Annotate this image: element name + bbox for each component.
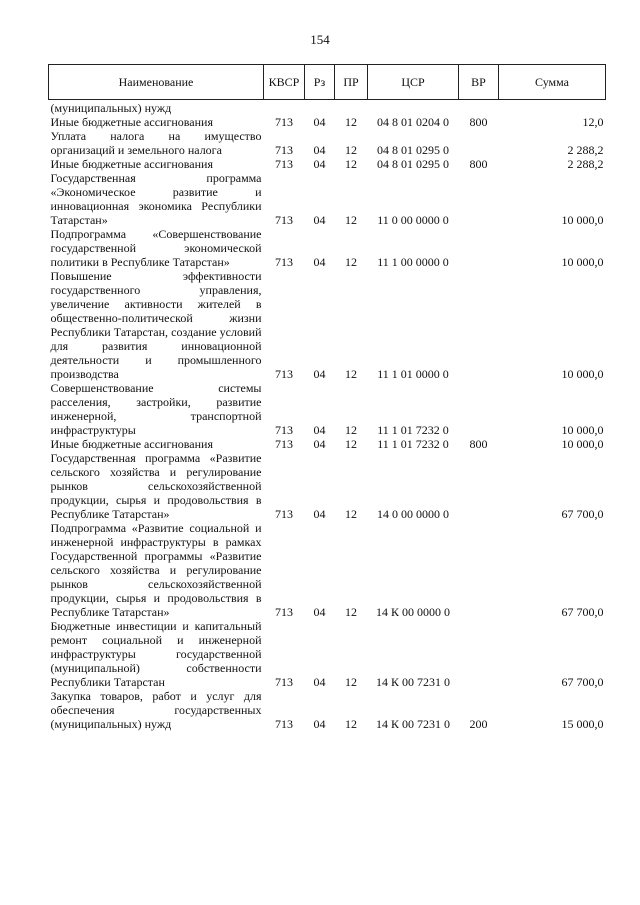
row-pr: 12 <box>345 115 357 129</box>
row-sum: 67 700,0 <box>561 675 604 689</box>
row-pr: 12 <box>345 605 357 619</box>
table-row <box>49 381 606 437</box>
row-kvsr: 713 <box>275 157 293 171</box>
row-pr: 12 <box>345 507 357 521</box>
row-vr: 800 <box>469 437 488 451</box>
row-kvsr: 713 <box>275 143 293 157</box>
header-pr: ПР <box>335 65 368 100</box>
row-pr: 12 <box>345 213 357 227</box>
row-name: Иные бюджетные ассигнования <box>50 115 213 129</box>
row-name: Повышение эффективности государственного управления, увеличение активности жителей в общественно-политической жизни Республики Татарстан, создание условий для развития инновационной деятельности и промышленного производства <box>50 269 262 381</box>
row-sum <box>499 100 606 116</box>
row-kvsr: 713 <box>275 437 293 451</box>
row-rz: 04 <box>313 507 326 521</box>
table-row <box>49 157 606 171</box>
row-csr: 04 8 01 0204 0 <box>377 115 449 129</box>
row-rz: 04 <box>313 605 326 619</box>
row-pr <box>335 100 368 116</box>
row-kvsr: 713 <box>275 367 293 381</box>
table-row <box>49 521 606 619</box>
row-csr: 11 0 00 0000 0 <box>377 213 449 227</box>
row-vr <box>459 129 499 157</box>
table-row <box>49 100 606 116</box>
row-vr <box>459 227 499 269</box>
table-header-row <box>49 65 606 100</box>
row-csr: 11 1 01 7232 0 <box>377 437 449 451</box>
row-csr: 14 К 00 0000 0 <box>375 605 450 619</box>
row-name: Совершенствование системы расселения, застройки, развитие инженерной, транспортной инфраструктуры <box>50 381 262 437</box>
row-rz: 04 <box>313 367 326 381</box>
row-name: Уплата налога на имущество организаций и земельного налога <box>50 129 262 157</box>
row-vr: 200 <box>469 717 488 731</box>
row-csr: 14 К 00 7231 0 <box>375 717 450 731</box>
row-sum: 12,0 <box>582 115 604 129</box>
row-pr: 12 <box>345 717 357 731</box>
row-sum: 10 000,0 <box>561 255 604 269</box>
table-row <box>49 115 606 129</box>
row-rz: 04 <box>313 717 326 731</box>
row-name: Иные бюджетные ассигнования <box>50 157 213 171</box>
row-name: Государственная программа «Развитие сельского хозяйства и регулирование рынков сельскохозяйственной продукции, сырья и продовольствия в Республике Татарстан» <box>50 451 262 521</box>
row-csr: 11 1 00 0000 0 <box>377 255 449 269</box>
table-row <box>49 129 606 157</box>
row-vr <box>459 269 499 381</box>
row-name: Подпрограмма «Совершенствование государственной экономической политики в Республике Татарстан» <box>50 227 262 269</box>
row-csr: 11 1 01 7232 0 <box>377 423 449 437</box>
row-pr: 12 <box>345 675 357 689</box>
row-pr: 12 <box>345 255 357 269</box>
row-rz: 04 <box>313 115 326 129</box>
row-rz: 04 <box>313 157 326 171</box>
row-csr <box>368 100 459 116</box>
row-pr: 12 <box>345 437 357 451</box>
header-sum: Сумма <box>499 65 606 100</box>
row-kvsr: 713 <box>275 675 293 689</box>
row-kvsr: 713 <box>275 255 293 269</box>
row-rz: 04 <box>313 143 326 157</box>
table-row <box>49 619 606 689</box>
row-csr: 04 8 01 0295 0 <box>377 157 449 171</box>
table-row <box>49 227 606 269</box>
row-rz: 04 <box>313 255 326 269</box>
table-row <box>49 269 606 381</box>
header-csr: ЦСР <box>368 65 459 100</box>
table-row <box>49 171 606 227</box>
page-number: 154 <box>310 32 330 47</box>
row-pr: 12 <box>345 367 357 381</box>
row-pr: 12 <box>345 423 357 437</box>
row-csr: 14 0 00 0000 0 <box>377 507 449 521</box>
row-sum: 2 288,2 <box>567 157 604 171</box>
row-csr: 11 1 01 0000 0 <box>377 367 449 381</box>
header-vr: ВР <box>459 65 499 100</box>
row-name: Государственная программа «Экономическое развитие и инновационная экономика Республики Татарстан» <box>50 171 262 227</box>
row-rz: 04 <box>313 437 326 451</box>
row-vr: 800 <box>469 157 488 171</box>
row-name: Иные бюджетные ассигнования <box>50 437 213 451</box>
row-name: Бюджетные инвестиции и капитальный ремонт социальной и инженерной инфраструктуры государственной (муниципальной) собственности Республики Татарстан <box>50 619 262 689</box>
row-vr <box>459 619 499 689</box>
row-kvsr <box>264 100 305 116</box>
row-name: Закупка товаров, работ и услуг для обеспечения государственных (муниципальных) нужд <box>50 689 262 731</box>
row-sum: 10 000,0 <box>561 367 604 381</box>
budget-table <box>48 64 606 731</box>
row-kvsr: 713 <box>275 507 293 521</box>
row-sum: 10 000,0 <box>561 213 604 227</box>
row-name: (муниципальных) нужд <box>50 101 172 115</box>
header-kvsr: КВСР <box>264 65 305 100</box>
row-kvsr: 713 <box>275 423 293 437</box>
row-rz: 04 <box>313 675 326 689</box>
row-sum: 2 288,2 <box>567 143 604 157</box>
row-sum: 67 700,0 <box>561 605 604 619</box>
table-row <box>49 437 606 451</box>
row-rz <box>305 100 335 116</box>
row-vr <box>459 521 499 619</box>
row-vr: 800 <box>469 115 488 129</box>
row-name: Подпрограмма «Развитие социальной и инженерной инфраструктуры в рамках Государственной программы «Развитие сельского хозяйства и регулирование рынков сельскохозяйственной продукции, сырья и продовольствия в Республике Татарстан» <box>50 521 262 619</box>
row-kvsr: 713 <box>275 115 293 129</box>
table-row <box>49 451 606 521</box>
row-sum: 15 000,0 <box>561 717 604 731</box>
row-kvsr: 713 <box>275 605 293 619</box>
row-csr: 04 8 01 0295 0 <box>377 143 449 157</box>
row-rz: 04 <box>313 213 326 227</box>
row-kvsr: 713 <box>275 717 293 731</box>
header-name: Наименование <box>49 65 264 100</box>
row-pr: 12 <box>345 157 357 171</box>
row-vr <box>459 171 499 227</box>
table-row <box>49 689 606 731</box>
row-pr: 12 <box>345 143 357 157</box>
row-vr <box>459 100 499 116</box>
row-sum: 10 000,0 <box>561 423 604 437</box>
row-csr: 14 К 00 7231 0 <box>375 675 450 689</box>
header-rz: Рз <box>305 65 335 100</box>
row-kvsr: 713 <box>275 213 293 227</box>
row-sum: 67 700,0 <box>561 507 604 521</box>
row-sum: 10 000,0 <box>561 437 604 451</box>
row-rz: 04 <box>313 423 326 437</box>
row-vr <box>459 451 499 521</box>
row-vr <box>459 381 499 437</box>
